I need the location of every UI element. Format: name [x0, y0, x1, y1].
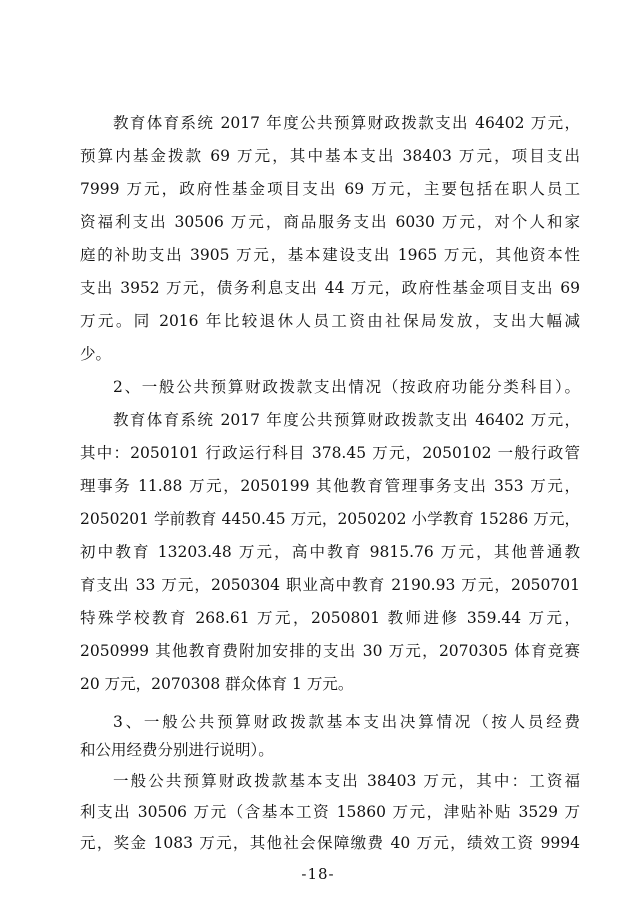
section-3-heading-line-2: 和公用经费分别进行说明）。	[80, 741, 274, 759]
paragraph-2-line-1: 教育体育系统 2017 年度公共预算财政拨款支出 46402 万元，	[113, 411, 580, 429]
page-number: -18-	[301, 865, 335, 883]
paragraph-2-line-5: 初中教育 13203.48 万元，高中教育 9815.76 万元，其他普通教	[80, 543, 580, 561]
paragraph-2-line-3: 理事务 11.88 万元，2050199 其他教育管理事务支出 353 万元，	[80, 477, 580, 495]
paragraph-1-line-3: 7999 万元，政府性基金项目支出 69 万元，主要包括在职人员工	[80, 180, 580, 198]
paragraph-1-line-1: 教育体育系统 2017 年度公共预算财政拨款支出 46402 万元，	[113, 114, 580, 132]
paragraph-1-line-4: 资福利支出 30506 万元，商品服务支出 6030 万元，对个人和家	[80, 213, 580, 231]
paragraph-2-line-4: 2050201 学前教育 4450.45 万元，2050202 小学教育 15286 万元，	[80, 510, 580, 528]
section-3-heading-line-1: 3、一般公共预算财政拨款基本支出决算情况（按人员经费	[113, 713, 580, 731]
paragraph-1-line-6: 支出 3952 万元，债务利息支出 44 万元，政府性基金项目支出 69	[80, 279, 580, 297]
paragraph-1-line-5: 庭的补助支出 3905 万元，基本建设支出 1965 万元，其他资本性	[80, 246, 580, 264]
paragraph-3-line-2: 利支出 30506 万元（含基本工资 15860 万元，津贴补贴 3529 万	[80, 803, 580, 821]
paragraph-1-line-7: 万元。同 2016 年比较退休人员工资由社保局发放，支出大幅减	[80, 312, 580, 330]
paragraph-2-line-7: 特殊学校教育 268.61 万元，2050801 教师进修 359.44 万元，	[80, 609, 580, 627]
paragraph-1-line-2: 预算内基金拨款 69 万元，其中基本支出 38403 万元，项目支出	[80, 147, 580, 165]
paragraph-2-line-8: 2050999 其他教育费附加安排的支出 30 万元，2070305 体育竞赛	[80, 642, 580, 660]
paragraph-3-line-1: 一般公共预算财政拨款基本支出 38403 万元，其中：工资福	[113, 772, 580, 790]
paragraph-2-line-6: 育支出 33 万元，2050304 职业高中教育 2190.93 万元，2050701	[80, 576, 580, 594]
section-2-heading: 2、一般公共预算财政拨款支出情况（按政府功能分类科目）。	[113, 378, 580, 396]
paragraph-2-line-2: 其中：2050101 行政运行科目 378.45 万元，2050102 一般行政管	[80, 444, 580, 462]
paragraph-3-line-3: 元，奖金 1083 万元，其他社会保障缴费 40 万元，绩效工资 9994	[80, 834, 580, 852]
paragraph-2-line-9: 20 万元，2070308 群众体育 1 万元。	[80, 675, 354, 693]
paragraph-1-line-8: 少。	[80, 345, 112, 363]
